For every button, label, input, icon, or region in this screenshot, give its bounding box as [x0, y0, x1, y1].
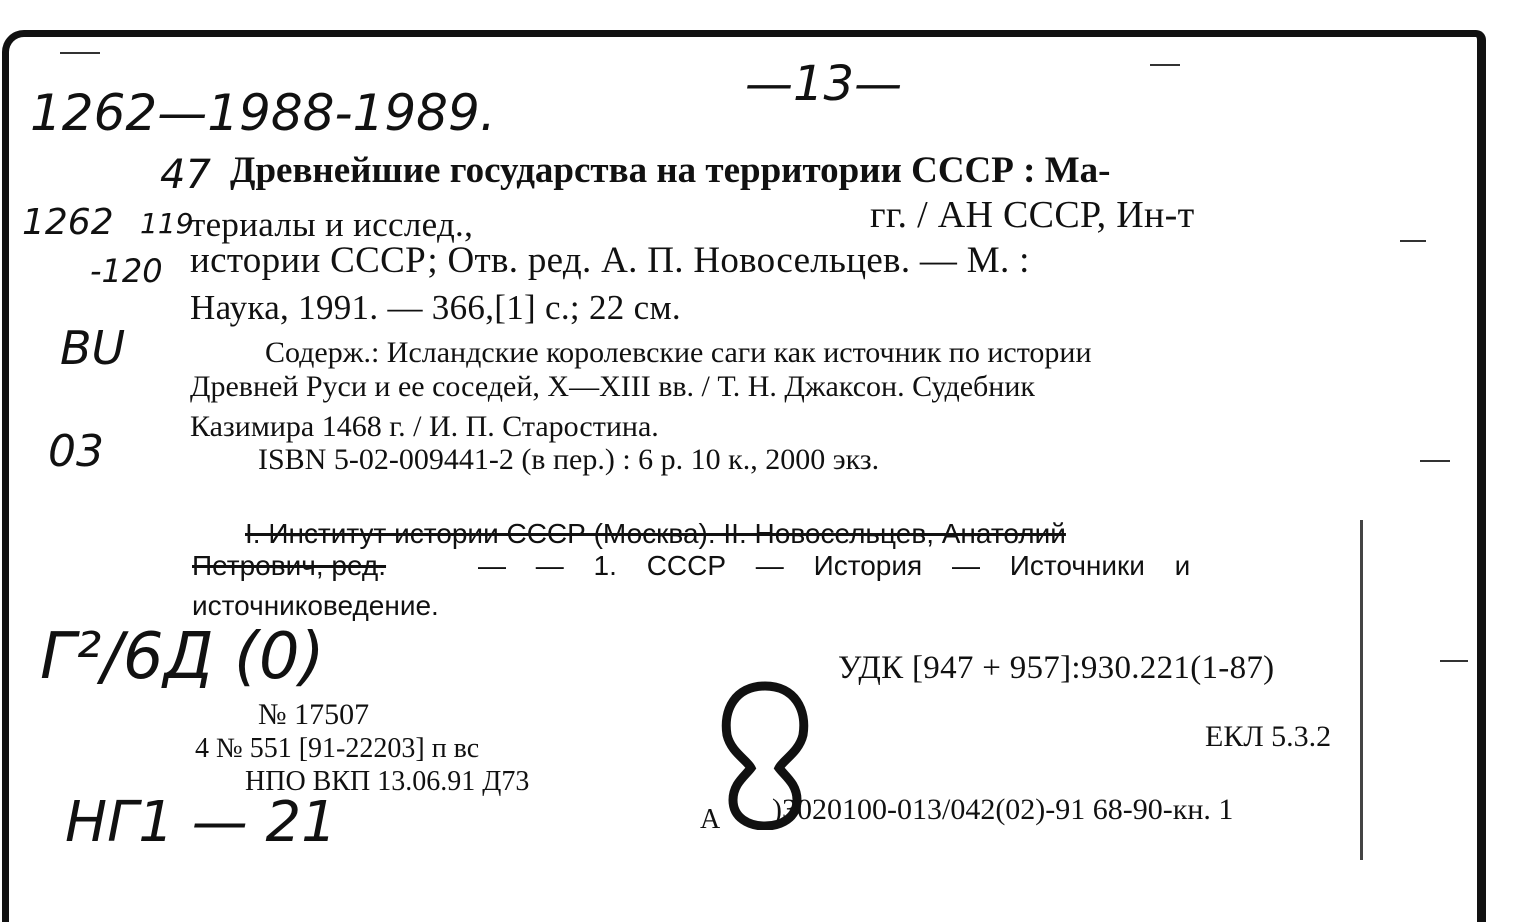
handwritten-code-47: 47: [160, 152, 211, 198]
entry-line2b: гг. / АН СССР, Ин-т: [870, 194, 1195, 236]
isbn-line: ISBN 5-02-009441-2 (в пер.) : 6 р. 10 к., 2000 экз.: [258, 443, 880, 476]
subject-struck-line1: I. Институт истории СССР (Москва). II. Новосельцев, Анатолий: [245, 518, 1066, 549]
subject-headings: — — 1. СССР — История — Источники и: [478, 550, 1191, 581]
udk-code: УДК [947 + 957]:930.221(1-87): [838, 650, 1275, 686]
handwritten-code-119: 119: [140, 207, 194, 240]
handwritten-shelf-mark: Г²/6Д (0): [40, 620, 325, 694]
scan-speck: [1440, 660, 1468, 662]
punch-hole-outline: [715, 680, 815, 830]
subject-line3: источниковедение.: [192, 590, 439, 621]
npo-line: НПО ВКП 13.06.91 Д73: [245, 766, 530, 797]
scan-speck: [60, 52, 100, 54]
contents-line1: Содерж.: Исландские королевские саги как источник по истории: [265, 336, 1092, 369]
code-line: )3020100-013/042(02)-91 68-90-кн. 1: [772, 793, 1234, 826]
card-number: № 17507: [258, 698, 370, 731]
contents-line2: Древней Руси и ее соседей, X—XIII вв. / Т. Н. Джаксон. Судебник: [190, 370, 1035, 403]
handwritten-range: 1262—1988-1989.: [30, 84, 496, 142]
entry-line3: истории СССР; Отв. ред. А. П. Новосельцев. — М. :: [190, 240, 1030, 281]
ekl-code: ЕКЛ 5.3.2: [1205, 720, 1332, 753]
order-line: 4 № 551 [91-22203] п вс: [195, 733, 480, 764]
scan-speck: [1150, 64, 1180, 66]
handwritten-code-120: -120: [90, 252, 163, 290]
subject-struck-line2: Петрович, ред.: [192, 550, 387, 581]
handwritten-code-03: 03: [48, 426, 104, 477]
scan-speck: [1420, 460, 1450, 462]
scan-speck: [1400, 240, 1426, 242]
scan-speck: [1360, 520, 1363, 860]
entry-line2a: териалы и исслед.,: [190, 205, 474, 244]
code-head: А: [700, 804, 721, 835]
entry-title: Древнейшие государства на территории СССР : Ма-: [230, 150, 1111, 191]
entry-line4: Наука, 1991. — 366,[1] с.; 22 см.: [190, 288, 681, 327]
handwritten-hg-code: НГ1 — 21: [65, 790, 337, 855]
contents-line3: Казимира 1468 г. / И. П. Старостина.: [190, 410, 659, 443]
handwritten-code-bu: ВU: [60, 321, 126, 375]
handwritten-page-number: —13—: [745, 56, 903, 112]
handwritten-code-1262: 1262: [22, 202, 114, 243]
